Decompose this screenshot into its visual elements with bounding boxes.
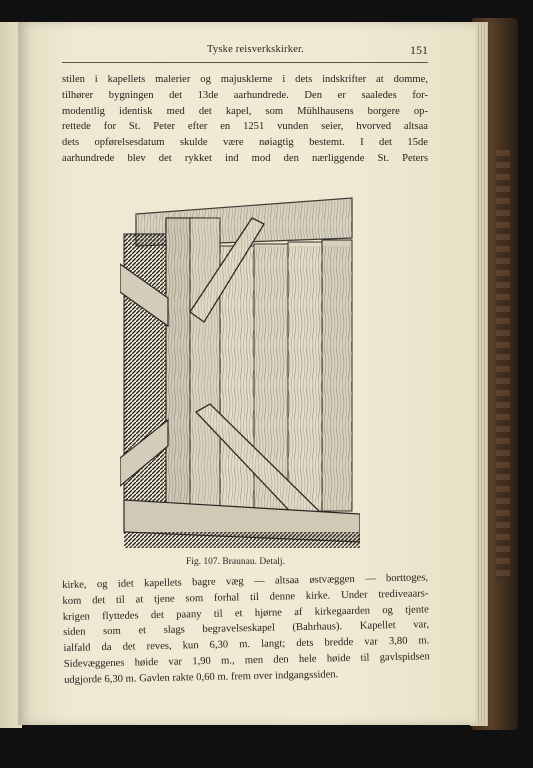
text-line: udgjorde 6,30 m. Gavlen rakte 0,60 m. frem over indgangssiden. <box>64 669 339 686</box>
text-line: siden som et slags begravelseskapel (Bahrhaus). Kapellet var, <box>63 619 430 639</box>
page-number: 151 <box>410 43 428 57</box>
text-line: stilen i kapellets malerier og majusklerne i dets indskrifter at domme, <box>62 74 428 85</box>
running-title: Tyske reisverkskirker. <box>207 44 304 55</box>
text-line: Sidevæggenes høide var 1,90 m., men den hele høide til gavlspidsen <box>63 651 430 670</box>
text-line: rettede for St. Peter efter en 1251 vunden seier, hvorved altsaa <box>62 121 428 133</box>
paragraph-bottom <box>62 570 430 688</box>
text-line: kirke, og idet kapellets bagre væg — altsaa østvæggen — borttoges, <box>62 572 429 591</box>
text-line: ialfald da det reves, kun 6,30 m. langt; dets bredde var 3,80 m. <box>63 635 430 655</box>
book-page <box>18 22 476 725</box>
text-line: tilhører bygningen det 13de aarhundrede. Den er saaledes for- <box>62 89 428 101</box>
text-line: krigen flyttedes det paany til et hjørne af kirkegaarden og tjente <box>62 603 429 623</box>
header-rule <box>62 62 428 63</box>
text-line: aarhundrede blev det rykket ind mod den nærliggende St. Peters <box>62 152 428 164</box>
cover-texture <box>496 150 510 580</box>
figure-caption: Fig. 107. Braunau. Detalj. <box>186 557 285 567</box>
illustration-wooden-wall <box>120 194 360 554</box>
text-line: modentlig identisk med det kapel, som Mühlhausens borgere op- <box>62 105 428 117</box>
paragraph-top <box>62 72 428 167</box>
text-line: kom det til at tjene som forhal til denne kirke. Under trediveaars- <box>62 588 429 607</box>
page-header <box>62 44 428 58</box>
text-line: dets opførelsesdatum skulde være nøiagtig bestemt. I det 15de <box>62 137 428 149</box>
